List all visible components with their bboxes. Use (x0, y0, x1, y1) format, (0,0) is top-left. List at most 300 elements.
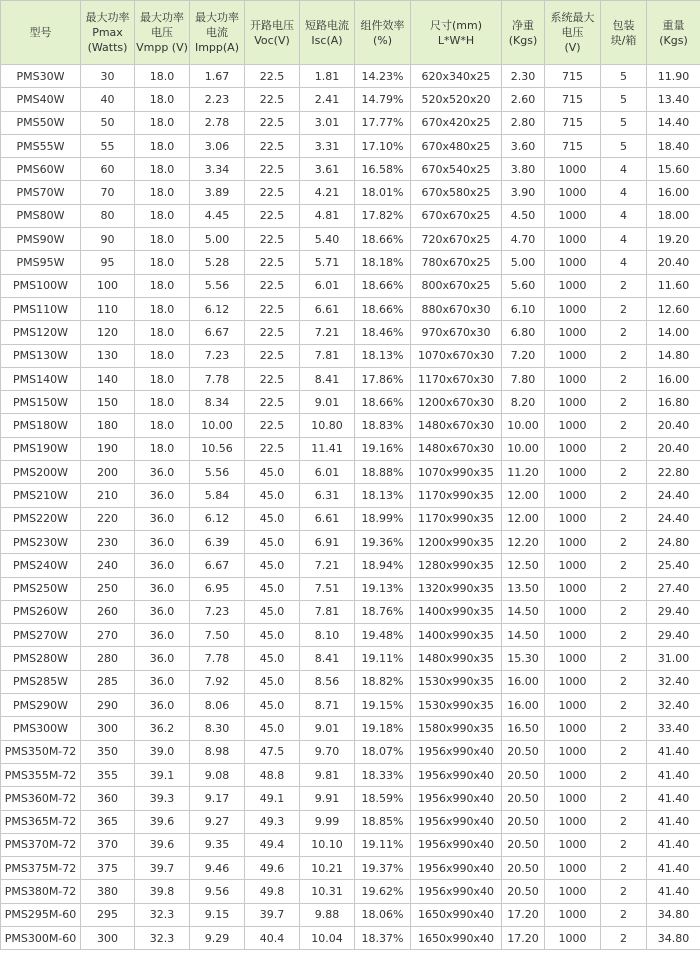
table-cell: 100 (81, 274, 135, 297)
table-cell: 7.20 (502, 344, 545, 367)
column-header (601, 1, 647, 65)
table-cell: 18.0 (135, 297, 190, 320)
column-header-line: Voc(V) (254, 33, 290, 47)
table-cell: 39.1 (135, 763, 190, 786)
table-cell: 5.71 (300, 251, 355, 274)
table-cell: 18.83% (355, 414, 411, 437)
table-cell: 2.30 (502, 65, 545, 88)
table-cell: 110 (81, 297, 135, 320)
table-cell: 2 (601, 600, 647, 623)
table-cell: 8.71 (300, 694, 355, 717)
table-cell: 16.00 (502, 670, 545, 693)
table-cell: 10.56 (190, 437, 245, 460)
table-cell: 22.5 (245, 274, 300, 297)
table-cell: 2 (601, 484, 647, 507)
table-cell: 150 (81, 391, 135, 414)
table-cell: 1000 (545, 833, 601, 856)
table-cell: 2 (601, 554, 647, 577)
table-cell: 30 (81, 65, 135, 88)
table-cell: 270 (81, 624, 135, 647)
table-cell: 45.0 (245, 577, 300, 600)
table-cell: 7.21 (300, 554, 355, 577)
table-cell: 34.80 (647, 903, 700, 926)
table-cell: 2 (601, 367, 647, 390)
table-cell: 4 (601, 158, 647, 181)
model-cell: PMS295M-60 (1, 903, 81, 926)
table-cell: 6.91 (300, 530, 355, 553)
table-cell: 715 (545, 111, 601, 134)
table-cell: 670x480x25 (411, 134, 502, 157)
table-cell: 6.01 (300, 461, 355, 484)
model-cell: PMS150W (1, 391, 81, 414)
table-row (1, 763, 700, 786)
table-cell: 24.80 (647, 530, 700, 553)
table-cell: 12.00 (502, 507, 545, 530)
table-cell: 12.60 (647, 297, 700, 320)
table-cell: 36.0 (135, 600, 190, 623)
column-header-line: (%) (372, 33, 393, 47)
table-cell: 1170x670x30 (411, 367, 502, 390)
table-cell: 1956x990x40 (411, 857, 502, 880)
table-cell: 1400x990x35 (411, 600, 502, 623)
table-cell: 1000 (545, 484, 601, 507)
table-cell: 22.5 (245, 204, 300, 227)
table-cell: 4 (601, 181, 647, 204)
table-cell: 18.66% (355, 297, 411, 320)
table-cell: 2 (601, 833, 647, 856)
table-cell: 36.0 (135, 530, 190, 553)
table-cell: 2.78 (190, 111, 245, 134)
table-cell: 8.30 (190, 717, 245, 740)
table-cell: 9.01 (300, 391, 355, 414)
table-cell: 715 (545, 134, 601, 157)
table-cell: 39.0 (135, 740, 190, 763)
table-cell: 20.50 (502, 763, 545, 786)
table-cell: 19.16% (355, 437, 411, 460)
model-cell: PMS110W (1, 297, 81, 320)
column-header (190, 1, 245, 65)
table-cell: 2 (601, 391, 647, 414)
model-cell: PMS100W (1, 274, 81, 297)
table-cell: 9.08 (190, 763, 245, 786)
table-cell: 22.5 (245, 65, 300, 88)
table-cell: 55 (81, 134, 135, 157)
table-cell: 17.10% (355, 134, 411, 157)
table-cell: 1000 (545, 391, 601, 414)
table-cell: 45.0 (245, 600, 300, 623)
table-cell: 4 (601, 251, 647, 274)
table-cell: 14.50 (502, 624, 545, 647)
table-row (1, 484, 700, 507)
table-cell: 22.5 (245, 297, 300, 320)
table-cell: 14.40 (647, 111, 700, 134)
table-row (1, 321, 700, 344)
table-cell: 16.80 (647, 391, 700, 414)
table-cell: 7.50 (190, 624, 245, 647)
table-cell: 9.46 (190, 857, 245, 880)
table-cell: 2 (601, 903, 647, 926)
table-cell: 50 (81, 111, 135, 134)
table-cell: 18.66% (355, 391, 411, 414)
model-cell: PMS380M-72 (1, 880, 81, 903)
model-cell: PMS220W (1, 507, 81, 530)
table-cell: 1000 (545, 647, 601, 670)
table-cell: 10.10 (300, 833, 355, 856)
table-cell: 18.46% (355, 321, 411, 344)
table-cell: 19.13% (355, 577, 411, 600)
table-cell: 15.30 (502, 647, 545, 670)
table-cell: 41.40 (647, 857, 700, 880)
table-cell: 1000 (545, 810, 601, 833)
table-cell: 19.15% (355, 694, 411, 717)
table-cell: 10.00 (190, 414, 245, 437)
table-cell: 2 (601, 530, 647, 553)
table-cell: 1070x670x30 (411, 344, 502, 367)
column-header (81, 1, 135, 65)
table-cell: 6.10 (502, 297, 545, 320)
model-cell: PMS270W (1, 624, 81, 647)
column-header-line: 重量 (662, 18, 685, 32)
table-cell: 7.81 (300, 344, 355, 367)
table-cell: 36.2 (135, 717, 190, 740)
table-cell: 18.13% (355, 484, 411, 507)
table-cell: 5.56 (190, 461, 245, 484)
table-cell: 39.7 (135, 857, 190, 880)
table-row (1, 903, 700, 926)
table-cell: 230 (81, 530, 135, 553)
table-cell: 1000 (545, 670, 601, 693)
table-cell: 14.23% (355, 65, 411, 88)
column-header-line: 组件效率 (360, 18, 405, 32)
table-cell: 2 (601, 857, 647, 880)
table-cell: 18.0 (135, 158, 190, 181)
table-cell: 1480x670x30 (411, 437, 502, 460)
table-cell: 2 (601, 694, 647, 717)
table-header-row (1, 1, 700, 65)
model-cell: PMS300W (1, 717, 81, 740)
table-cell: 45.0 (245, 717, 300, 740)
table-cell: 16.50 (502, 717, 545, 740)
table-cell: 39.7 (245, 903, 300, 926)
table-cell: 45.0 (245, 670, 300, 693)
table-cell: 49.4 (245, 833, 300, 856)
table-cell: 1000 (545, 461, 601, 484)
table-cell: 5 (601, 111, 647, 134)
table-cell: 1000 (545, 414, 601, 437)
table-cell: 190 (81, 437, 135, 460)
table-row (1, 507, 700, 530)
table-cell: 14.79% (355, 88, 411, 111)
table-cell: 18.0 (135, 111, 190, 134)
table-cell: 14.80 (647, 344, 700, 367)
table-cell: 3.34 (190, 158, 245, 181)
table-cell: 36.0 (135, 554, 190, 577)
table-cell: 300 (81, 926, 135, 949)
table-cell: 10.31 (300, 880, 355, 903)
table-cell: 7.23 (190, 344, 245, 367)
table-row (1, 787, 700, 810)
table-cell: 7.51 (300, 577, 355, 600)
table-cell: 20.40 (647, 251, 700, 274)
model-cell: PMS140W (1, 367, 81, 390)
column-header (545, 1, 601, 65)
table-cell: 4 (601, 228, 647, 251)
table-cell: 19.36% (355, 530, 411, 553)
table-cell: 36.0 (135, 461, 190, 484)
table-cell: 18.0 (135, 344, 190, 367)
table-cell: 12.20 (502, 530, 545, 553)
table-cell: 9.81 (300, 763, 355, 786)
model-cell: PMS80W (1, 204, 81, 227)
table-cell: 295 (81, 903, 135, 926)
column-header-line: L*W*H (437, 33, 475, 47)
table-cell: 3.80 (502, 158, 545, 181)
table-cell: 9.70 (300, 740, 355, 763)
column-header (1, 1, 81, 65)
table-cell: 20.50 (502, 833, 545, 856)
table-cell: 13.50 (502, 577, 545, 600)
table-row (1, 647, 700, 670)
column-header-line: 电压 (151, 26, 173, 39)
table-cell: 8.06 (190, 694, 245, 717)
table-cell: 49.8 (245, 880, 300, 903)
table-cell: 1000 (545, 880, 601, 903)
table-cell: 355 (81, 763, 135, 786)
table-cell: 36.0 (135, 670, 190, 693)
table-cell: 9.17 (190, 787, 245, 810)
table-cell: 5.56 (190, 274, 245, 297)
table-cell: 18.82% (355, 670, 411, 693)
table-cell: 2 (601, 414, 647, 437)
table-cell: 18.0 (135, 367, 190, 390)
table-cell: 2.23 (190, 88, 245, 111)
table-cell: 2 (601, 647, 647, 670)
table-cell: 2 (601, 740, 647, 763)
table-cell: 370 (81, 833, 135, 856)
table-cell: 20.50 (502, 740, 545, 763)
table-cell: 1000 (545, 297, 601, 320)
table-cell: 250 (81, 577, 135, 600)
table-cell: 1000 (545, 740, 601, 763)
table-cell: 18.0 (135, 134, 190, 157)
model-cell: PMS180W (1, 414, 81, 437)
table-cell: 1200x670x30 (411, 391, 502, 414)
table-cell: 2.80 (502, 111, 545, 134)
table-cell: 240 (81, 554, 135, 577)
table-cell: 7.23 (190, 600, 245, 623)
table-cell: 1000 (545, 228, 601, 251)
table-cell: 2 (601, 624, 647, 647)
model-cell: PMS260W (1, 600, 81, 623)
table-cell: 18.0 (135, 251, 190, 274)
table-cell: 41.40 (647, 880, 700, 903)
table-cell: 6.31 (300, 484, 355, 507)
table-row (1, 65, 700, 88)
table-cell: 1000 (545, 694, 601, 717)
table-cell: 18.01% (355, 181, 411, 204)
column-header-line: Pmax (92, 26, 123, 39)
table-cell: 1956x990x40 (411, 880, 502, 903)
table-cell: 45.0 (245, 461, 300, 484)
table-cell: 8.34 (190, 391, 245, 414)
table-row (1, 367, 700, 390)
table-cell: 3.06 (190, 134, 245, 157)
table-cell: 6.67 (190, 554, 245, 577)
table-cell: 15.60 (647, 158, 700, 181)
model-cell: PMS190W (1, 437, 81, 460)
column-header-line: 电压 (561, 26, 584, 39)
table-cell: 5.84 (190, 484, 245, 507)
table-row (1, 880, 700, 903)
table-cell: 1320x990x35 (411, 577, 502, 600)
table-cell: 1000 (545, 554, 601, 577)
table-cell: 17.20 (502, 926, 545, 949)
table-cell: 18.0 (135, 65, 190, 88)
table-cell: 32.40 (647, 694, 700, 717)
table-row (1, 158, 700, 181)
table-row (1, 926, 700, 949)
table-cell: 45.0 (245, 694, 300, 717)
table-cell: 29.40 (647, 624, 700, 647)
table-cell: 17.86% (355, 367, 411, 390)
table-cell: 10.00 (502, 437, 545, 460)
table-cell: 31.00 (647, 647, 700, 670)
column-header-line: (V) (564, 41, 581, 54)
table-cell: 120 (81, 321, 135, 344)
table-cell: 1280x990x35 (411, 554, 502, 577)
table-cell: 9.99 (300, 810, 355, 833)
table-cell: 60 (81, 158, 135, 181)
table-cell: 1000 (545, 158, 601, 181)
table-cell: 40 (81, 88, 135, 111)
table-cell: 33.40 (647, 717, 700, 740)
model-cell: PMS95W (1, 251, 81, 274)
table-cell: 19.37% (355, 857, 411, 880)
table-cell: 14.50 (502, 600, 545, 623)
table-cell: 2 (601, 437, 647, 460)
table-cell: 22.5 (245, 251, 300, 274)
table-cell: 350 (81, 740, 135, 763)
table-cell: 800x670x25 (411, 274, 502, 297)
table-cell: 18.0 (135, 274, 190, 297)
table-cell: 1000 (545, 624, 601, 647)
table-cell: 47.5 (245, 740, 300, 763)
table-cell: 1400x990x35 (411, 624, 502, 647)
table-cell: 41.40 (647, 810, 700, 833)
table-cell: 40.4 (245, 926, 300, 949)
table-cell: 11.60 (647, 274, 700, 297)
table-cell: 2 (601, 810, 647, 833)
table-cell: 10.21 (300, 857, 355, 880)
table-row (1, 228, 700, 251)
table-row (1, 251, 700, 274)
table-cell: 1000 (545, 600, 601, 623)
table-cell: 18.0 (135, 181, 190, 204)
table-cell: 8.20 (502, 391, 545, 414)
table-cell: 16.00 (647, 367, 700, 390)
column-header-line: 尺寸(mm) (429, 18, 482, 32)
table-cell: 22.5 (245, 437, 300, 460)
table-cell: 18.13% (355, 344, 411, 367)
table-cell: 1480x990x35 (411, 647, 502, 670)
table-cell: 2 (601, 344, 647, 367)
table-cell: 45.0 (245, 624, 300, 647)
column-header (135, 1, 190, 65)
table-row (1, 694, 700, 717)
table-cell: 5 (601, 134, 647, 157)
table-cell: 20.50 (502, 880, 545, 903)
table-cell: 1000 (545, 717, 601, 740)
table-row (1, 344, 700, 367)
table-cell: 19.20 (647, 228, 700, 251)
table-cell: 1170x990x35 (411, 484, 502, 507)
table-cell: 20.40 (647, 414, 700, 437)
table-cell: 7.21 (300, 321, 355, 344)
column-header (300, 1, 355, 65)
table-row (1, 274, 700, 297)
table-row (1, 624, 700, 647)
table-cell: 2 (601, 577, 647, 600)
table-cell: 11.20 (502, 461, 545, 484)
table-cell: 5.40 (300, 228, 355, 251)
table-cell: 36.0 (135, 694, 190, 717)
table-cell: 18.66% (355, 228, 411, 251)
table-cell: 22.5 (245, 158, 300, 181)
table-cell: 1000 (545, 787, 601, 810)
table-cell: 22.80 (647, 461, 700, 484)
table-row (1, 554, 700, 577)
table-cell: 140 (81, 367, 135, 390)
table-cell: 18.00 (647, 204, 700, 227)
column-header-line: Impp(A) (194, 41, 240, 54)
table-cell: 24.40 (647, 507, 700, 530)
table-row (1, 833, 700, 856)
column-header-line: 包装 (612, 18, 635, 32)
table-cell: 1000 (545, 926, 601, 949)
table-cell: 1000 (545, 437, 601, 460)
table-cell: 25.40 (647, 554, 700, 577)
model-cell: PMS375M-72 (1, 857, 81, 880)
table-cell: 10.04 (300, 926, 355, 949)
table-cell: 780x670x25 (411, 251, 502, 274)
column-header (411, 1, 502, 65)
table-cell: 7.92 (190, 670, 245, 693)
table-cell: 17.20 (502, 903, 545, 926)
table-cell: 6.80 (502, 321, 545, 344)
table-cell: 19.11% (355, 833, 411, 856)
table-cell: 720x670x25 (411, 228, 502, 251)
table-cell: 11.90 (647, 65, 700, 88)
table-cell: 1000 (545, 251, 601, 274)
model-cell: PMS70W (1, 181, 81, 204)
table-row (1, 461, 700, 484)
table-cell: 1480x670x30 (411, 414, 502, 437)
table-row (1, 530, 700, 553)
table-cell: 8.56 (300, 670, 355, 693)
table-cell: 1000 (545, 903, 601, 926)
model-cell: PMS30W (1, 65, 81, 88)
table-cell: 2 (601, 274, 647, 297)
table-cell: 8.98 (190, 740, 245, 763)
table-cell: 715 (545, 65, 601, 88)
table-cell: 5.00 (190, 228, 245, 251)
table-cell: 2 (601, 926, 647, 949)
table-cell: 9.15 (190, 903, 245, 926)
table-cell: 2 (601, 763, 647, 786)
table-cell: 49.3 (245, 810, 300, 833)
table-cell: 6.01 (300, 274, 355, 297)
table-cell: 18.06% (355, 903, 411, 926)
